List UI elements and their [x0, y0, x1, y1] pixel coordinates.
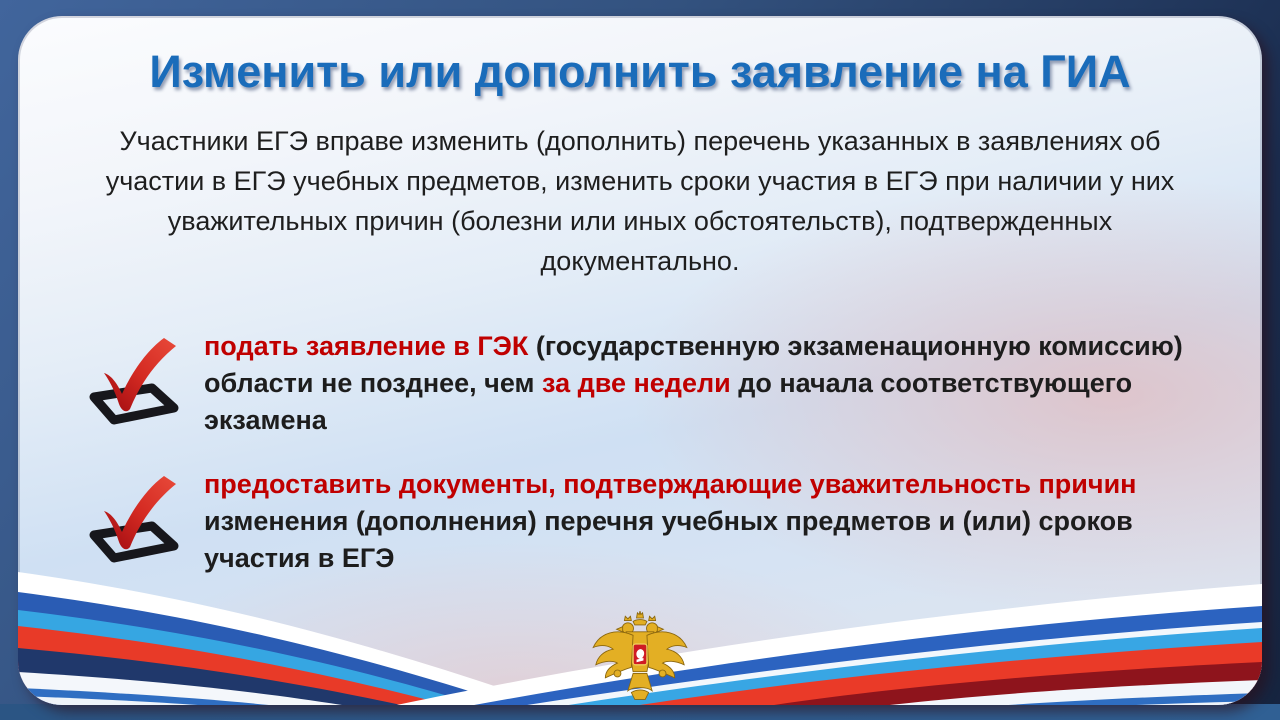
slide-title: Изменить или дополнить заявление на ГИА — [149, 46, 1131, 97]
checklist-item — [78, 328, 1232, 440]
item-text-segment: предоставить документы, подтверждающие уважительность причин — [204, 468, 1137, 499]
item-text-segment: изменения (дополнения) перечня учебных предметов и (или) сроков участия в ЕГЭ — [204, 505, 1133, 574]
intro-paragraph: Участники ЕГЭ вправе изменить (дополнить) перечень указанных в заявлениях об участии в ЕГЭ учебных предметов, изменить сроки участия в ЕГЭ при наличии у них уважительных причин (болезни или иных обстоятельств), подтвержденных документально. — [105, 126, 1175, 276]
red-checkmark-checkbox-icon — [78, 472, 190, 564]
slide-frame-bottom — [0, 704, 1280, 720]
checklist-item-text — [204, 328, 1232, 440]
item-text-segment: до начала соответствующего экзамена — [204, 368, 1133, 436]
red-checkmark-checkbox-icon — [78, 334, 190, 426]
slide-panel — [18, 16, 1262, 705]
item-text-segment: подать заявление в ГЭК — [204, 330, 536, 361]
checklist — [78, 328, 1232, 578]
item-text-segment: (государственную экзаменационную комиссию) области не позднее, чем — [204, 330, 1183, 399]
item-text-segment: за две недели — [542, 368, 739, 399]
russia-coat-of-arms-icon — [588, 609, 692, 705]
